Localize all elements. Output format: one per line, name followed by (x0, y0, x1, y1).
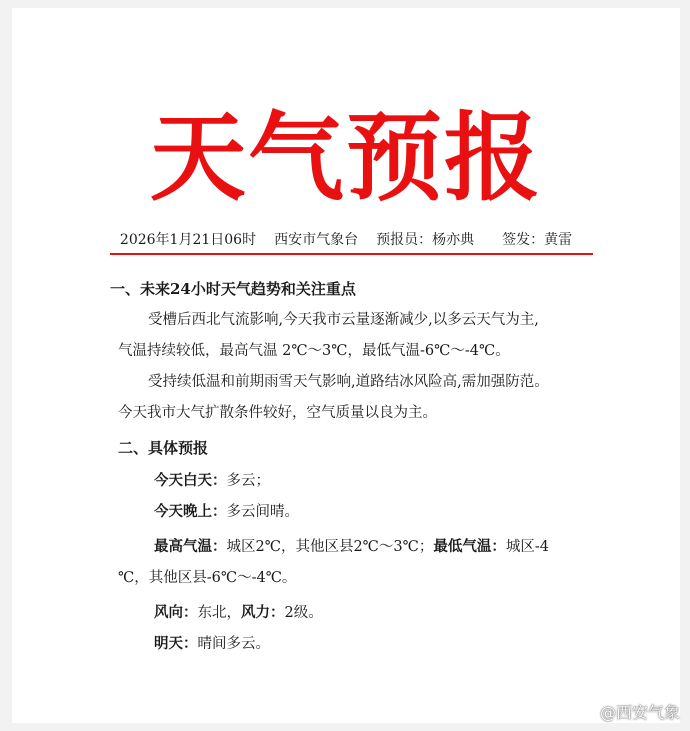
paragraph-line: 气温持续较低，最高气温 2℃～3℃，最低气温-6℃～-4℃。 (118, 343, 510, 359)
today-day-forecast (154, 469, 270, 490)
tonight-label: 今天晚上： (154, 503, 227, 520)
issue-datetime: 2026年1月21日06时 (119, 232, 257, 248)
signer: 签发：黄雷 (502, 232, 573, 248)
temperature-forecast (154, 535, 549, 556)
tonight-value: 多云间晴。 (226, 504, 299, 520)
weibo-logo-icon (574, 704, 596, 722)
max-temp-value: 城区2℃，其他区县2℃～3℃； (226, 539, 434, 555)
tomorrow-label: 明天： (154, 635, 198, 652)
wind-dir-value: 东北， (197, 605, 241, 621)
min-temp-label: 最低气温： (433, 538, 506, 555)
weibo-watermark (574, 703, 680, 723)
today-day-label: 今天白天： (154, 472, 227, 489)
min-temp-value: 城区-4 (505, 539, 549, 555)
tonight-forecast (154, 500, 299, 521)
wind-forecast (154, 601, 323, 622)
issuing-agency: 西安市气象台 (274, 232, 359, 248)
issue-info (12, 230, 680, 250)
wind-force-value: 2级。 (284, 605, 323, 621)
section-heading-2: 二、具体预报 (118, 439, 209, 457)
tomorrow-forecast (154, 632, 270, 653)
tomorrow-value: 晴间多云。 (197, 636, 270, 652)
red-divider (110, 253, 593, 255)
paragraph-line: 受槽后西北气流影响,今天我市云量逐渐减少,以多云天气为主, (148, 312, 539, 328)
section-heading-1: 一、未来24小时天气趋势和关注重点 (110, 280, 356, 298)
today-day-value: 多云； (226, 473, 270, 489)
temperature-forecast-cont: ℃，其他区县-6℃～-4℃。 (118, 570, 297, 586)
paragraph-line: 今天我市大气扩散条件较好，空气质量以良为主。 (118, 405, 437, 421)
forecaster: 预报员：杨亦典 (376, 232, 475, 248)
wind-force-label: 风力： (241, 604, 285, 621)
wind-dir-label: 风向： (154, 604, 198, 621)
document-page (12, 8, 680, 723)
paragraph-line: 受持续低温和前期雨雪天气影响,道路结冰风险高,需加强防范。 (148, 374, 549, 390)
page-title: 天气预报 (150, 101, 542, 214)
max-temp-label: 最高气温： (154, 538, 227, 555)
watermark-text: @西安气象 (599, 703, 680, 722)
